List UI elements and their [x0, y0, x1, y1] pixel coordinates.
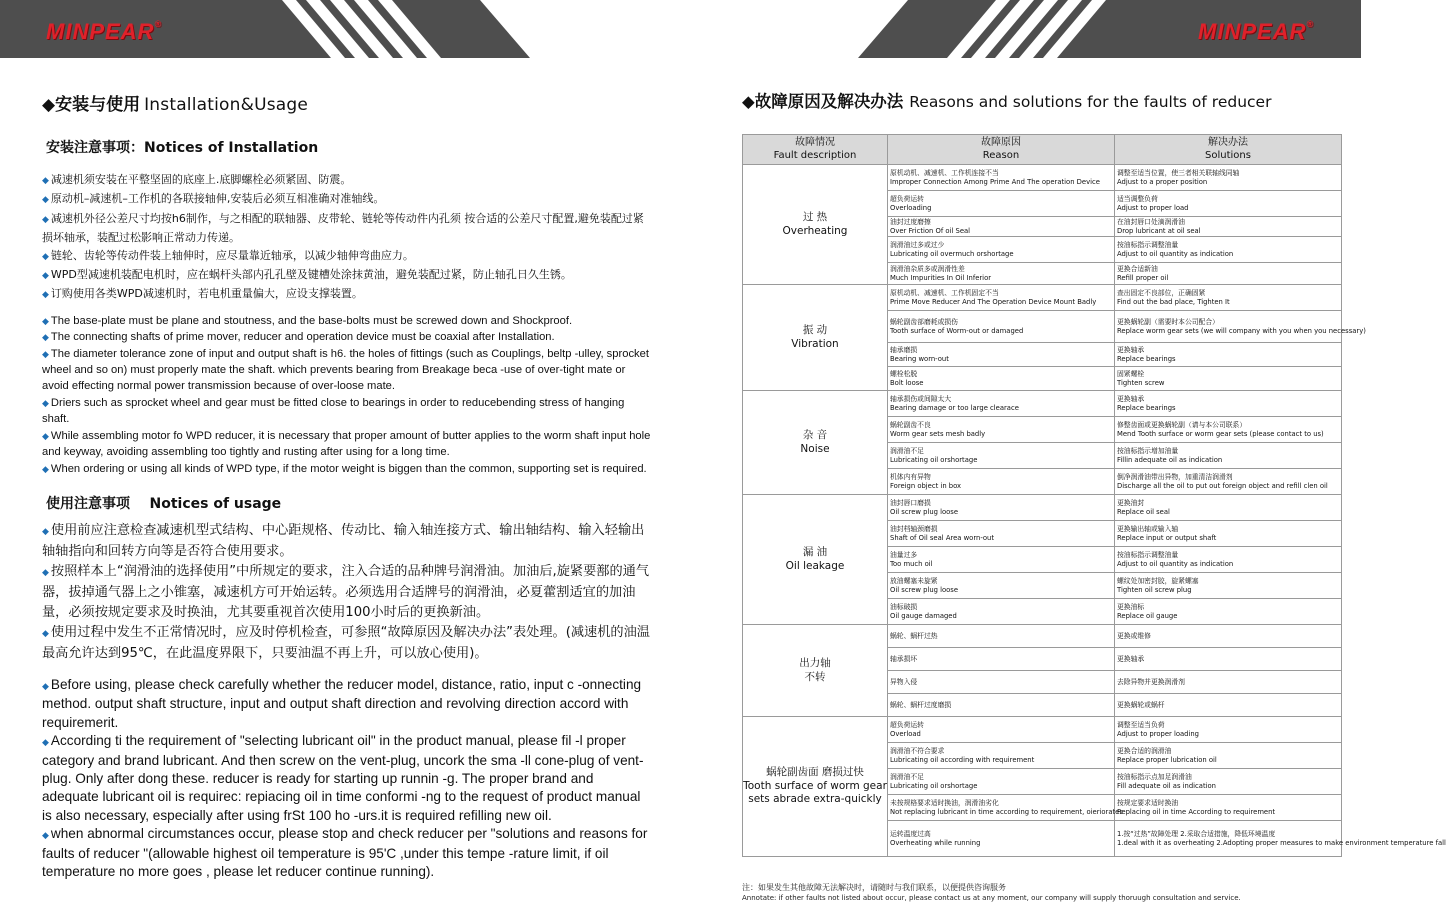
solution-cell [1115, 769, 1342, 795]
solution-cell [1115, 217, 1342, 237]
solution-cell [1115, 599, 1342, 625]
installation-usage-section [42, 90, 652, 881]
solution-zh: 更换油标 [1117, 603, 1145, 612]
solution-zh: 查出固定不良部位，正确固紧 [1117, 289, 1206, 298]
solution-en: Replace input or output shaft [1117, 533, 1217, 542]
reason-zh: 超负荷运转 [890, 194, 924, 203]
solution-en: Discharge all the oil to put out foreign object and refill clen oil [1117, 481, 1328, 490]
reason-zh: 油封档轴颈磨损 [890, 525, 938, 534]
reason-zh: 油标破损 [890, 603, 918, 612]
reason-cell [888, 367, 1115, 391]
solution-en: Replace oil seal [1117, 507, 1170, 516]
reason-en: Bolt loose [890, 378, 924, 387]
bullet-icon: ◆ [42, 680, 49, 691]
fault-description-cell [743, 495, 888, 625]
list-item: ◆ When ordering or using all kinds of WPD type, if the motor weight is biggen than the common, supporting set is required. [42, 462, 647, 475]
solution-cell [1115, 694, 1342, 717]
list-item: ◆ 链轮、齿轮等传动件装上轴伸时，应尽量靠近轴承，以减少轴伸弯曲应力。 [42, 248, 414, 262]
header-fault-description: 故障情况 Fault description [743, 135, 888, 165]
bullet-icon: ◆ [42, 315, 49, 326]
reason-en: Worm gear sets mesh badly [890, 429, 986, 438]
solution-zh: 适当调整负荷 [1117, 194, 1158, 203]
footnote-zh: 注：如果发生其他故障无法解决时，请随时与我们联系，以便提供咨询服务 [742, 883, 1006, 892]
bullet-icon: ◆ [42, 430, 49, 441]
solution-zh: 固紧螺栓 [1117, 370, 1145, 379]
bullet-icon: ◆ [42, 332, 49, 343]
solution-zh: 更换轴承 [1117, 395, 1145, 404]
table-row [743, 625, 1342, 648]
reason-zh: 蜗轮、蜗杆过度磨损 [890, 700, 952, 709]
reason-zh: 运转温度过高 [890, 830, 931, 839]
solution-zh: 更换或维修 [1117, 631, 1151, 640]
solution-cell [1115, 343, 1342, 367]
reason-cell [888, 547, 1115, 573]
solution-cell [1115, 795, 1342, 821]
solution-zh: 倒净润滑油带出异物，加重清洁润滑剂 [1117, 473, 1233, 482]
solution-en: Adjust to proper loading [1117, 729, 1199, 738]
bullet-icon: ◆ [42, 176, 49, 186]
solution-en: Tighten screw [1117, 378, 1165, 387]
header-solutions: 解决办法 Solutions [1115, 135, 1342, 165]
bullet-icon: ◆ [42, 290, 49, 301]
reason-cell [888, 165, 1115, 191]
solution-zh: 按规定要求适时换油 [1117, 799, 1179, 808]
reason-cell [888, 573, 1115, 599]
bullet-icon: ◆ [42, 195, 49, 206]
solution-en: Fill adequate oil as indication [1117, 781, 1216, 790]
solution-cell [1115, 743, 1342, 769]
solution-en: Replace oil gauge [1117, 611, 1178, 620]
bullet-icon: ◆ [42, 397, 49, 408]
list-item: ◆ WPD型减速机装配电机时，应在蜗杆头部内孔孔壁及键槽处涂抹黄油，避免装配过紧，防止轴孔日久生锈。 [42, 268, 572, 282]
reason-cell [888, 521, 1115, 547]
list-item: ◆ 订购使用各类WPD减速机时，若电机重量偏大，应设支撑装置。 [42, 287, 363, 301]
list-item: ◆ While assembling motor fo WPD reducer, it is necessary that proper amount of butter applies to the worm shaft input hole and keyway, avoiding assembling too tightly and rusting after using for a long time. [42, 429, 651, 459]
solution-cell [1115, 648, 1342, 671]
reason-zh: 润滑油过多或过少 [890, 241, 945, 250]
faults-title-en: Reasons and solutions for the faults of reducer [909, 93, 1272, 111]
reason-en: Oil screw plug loose [890, 507, 959, 516]
solution-zh: 按油标指示调整油量 [1117, 241, 1179, 250]
reason-cell [888, 625, 1115, 648]
reason-zh: 超负荷运转 [890, 721, 924, 730]
reason-zh: 螺栓松脱 [890, 370, 918, 379]
solution-zh: 按油标指示增加油量 [1117, 447, 1179, 456]
solution-cell [1115, 391, 1342, 417]
fault-name-en: Vibration [791, 337, 839, 350]
bullet-icon: ◆ [42, 526, 49, 537]
solution-cell [1115, 573, 1342, 599]
faults-title [742, 88, 1342, 112]
reason-en: Bearing worn-out [890, 354, 949, 363]
reason-cell [888, 743, 1115, 769]
faults-title-zh: ◆故障原因及解决办法 [742, 92, 904, 111]
table-row [743, 391, 1342, 417]
fault-name-en: Tooth surface of worm gear sets abrade extra-quickly [743, 779, 887, 806]
solution-cell [1115, 469, 1342, 495]
bullet-icon: ◆ [42, 737, 49, 748]
reason-en: Not replacing lubricant in time according to requirement, oieriorates [890, 807, 1123, 816]
solution-cell [1115, 717, 1342, 743]
fault-name-en: 不转 [804, 670, 826, 683]
brand-logo-left: MINPEAR® [46, 18, 163, 44]
reason-en: Prime Move Reducer And The Operation Device Mount Badly [890, 297, 1097, 306]
fault-name-zh: 振 动 [802, 324, 828, 337]
solution-cell [1115, 521, 1342, 547]
table-row [743, 717, 1342, 743]
reason-en: Bearing damage or too large clearace [890, 403, 1019, 412]
solution-zh: 调整至适当位置，使三者相关联轴线同轴 [1117, 168, 1240, 177]
usage-en-list [42, 676, 652, 881]
reason-cell [888, 237, 1115, 263]
table-row [743, 285, 1342, 311]
fault-name-zh: 过 热 [802, 211, 828, 224]
install-en-list [42, 313, 652, 477]
solution-zh: 修整齿面或更换蜗轮副（请与本公司联系） [1117, 421, 1247, 430]
solution-zh: 更换合适新油 [1117, 265, 1158, 274]
install-notices-title [46, 137, 652, 157]
fault-description-cell [743, 285, 888, 391]
solution-zh: 更换蜗轮或蜗杆 [1117, 700, 1165, 709]
reason-cell [888, 671, 1115, 694]
faults-section [742, 88, 1342, 112]
reason-cell [888, 599, 1115, 625]
bullet-icon: ◆ [42, 251, 49, 262]
bullet-icon: ◆ [42, 463, 49, 474]
solution-cell [1115, 237, 1342, 263]
bullet-icon: ◆ [42, 271, 49, 282]
solution-zh: 按油标指示调整油量 [1117, 551, 1179, 560]
reason-cell [888, 795, 1123, 821]
fault-table [742, 134, 1446, 857]
reason-zh: 轴承损伤或间隙太大 [890, 395, 952, 404]
solution-en: Refill proper oil [1117, 273, 1169, 282]
fault-description-cell [743, 165, 888, 285]
reason-zh: 润滑油杂质多或润滑性差 [890, 265, 965, 274]
reason-zh: 轴承损坏 [890, 654, 918, 663]
reason-zh: 异物入侵 [890, 677, 918, 686]
solution-en: Replace worm gear sets (we will company with you when you necessary) [1117, 326, 1366, 335]
list-item: ◆ 使用前应注意检查减速机型式结构、中心距规格、传动比、输入轴连接方式、输出轴结构、输入轻输出轴轴指向和回转方向等是否符合使用要求。 [42, 522, 645, 559]
fault-description-cell [743, 625, 888, 717]
list-item: ◆ 减速机须安装在平整坚固的底座上.底脚螺栓必须紧固、防震。 [42, 173, 352, 186]
solution-en: Tighten oil screw plug [1117, 585, 1192, 594]
table-row [743, 495, 1342, 521]
fault-name-en: Oil leakage [785, 559, 845, 572]
reason-zh: 油封唇口磨损 [890, 499, 931, 508]
list-item: ◆ 减速机外径公差尺寸均按h6制作，与之相配的联轴器、皮带轮、链轮等传动件内孔须 按合适的公差尺寸配置,避免装配过紧损坏轴承，装配过松影响正常动力传递。 [42, 211, 644, 245]
reason-zh: 放油螺塞未旋紧 [890, 577, 938, 586]
list-item: ◆ 按照样本上“润滑油的选择使用”中所规定的要求，注入合适的品种牌号润滑油。加油后,旋紧要鄯的通气器，拔掉通气器上之小锥塞，减速机方可开始运转。必须选用合适牌号的润滑油，必夏藿割适宜的加油量，必须按规定要求及时换油，尤其要重视首次使用100小时后的更换新油。 [42, 563, 650, 620]
solution-zh: 更换蜗轮副（需要时本公司配合） [1117, 318, 1219, 327]
solution-zh: 去除异物并更换润滑剂 [1117, 677, 1185, 686]
solution-en: Adjust to a proper position [1117, 177, 1208, 186]
solution-cell [1115, 367, 1342, 391]
solution-cell [1115, 443, 1342, 469]
solution-cell [1115, 671, 1342, 694]
table-footnote [742, 883, 1241, 903]
solution-en: Find out the bad place, Tighten It [1117, 297, 1230, 306]
fault-description-cell [743, 391, 888, 495]
bullet-icon: ◆ [42, 567, 49, 578]
solution-en: Mend Tooth surface or worm gear sets (please contact to us) [1117, 429, 1324, 438]
list-item: ◆ 原动机–减速机–工作机的各联接轴伸,安装后必须互相准确对准轴线。 [42, 192, 385, 206]
solution-cell [1115, 495, 1342, 521]
reason-cell [888, 191, 1115, 217]
reason-zh: 油封过度磨擦 [890, 218, 931, 226]
solution-en: Adjust to proper load [1117, 203, 1189, 212]
reason-cell [888, 311, 1115, 343]
reason-cell [888, 285, 1115, 311]
install-title-en: Notices of Installation [144, 140, 319, 156]
solution-zh: 更换轴承 [1117, 654, 1145, 663]
solution-en: Replace bearings [1117, 354, 1176, 363]
solution-en: 1.deal with it as overheating 2.Adopting proper measures to make environment temperature fall [1117, 838, 1446, 847]
reason-en: Foreign object in box [890, 481, 962, 490]
solution-cell [1115, 311, 1366, 343]
section-title-zh: ◆安装与使用 [42, 95, 141, 115]
solution-zh: 更换输出轴或输入轴 [1117, 525, 1179, 534]
solution-en: Replace bearings [1117, 403, 1176, 412]
solution-cell [1115, 417, 1342, 443]
list-item: ◆ Before using, please check carefully whether the reducer model, distance, ratio, input c -onnecting method. output shaft structure, input and output shaft direction and revolving direction accord with requiremerit. [42, 676, 642, 730]
reason-cell [888, 821, 1115, 857]
reason-zh: 原机动机、减速机、工作机连接不当 [890, 168, 999, 177]
fault-name-zh: 出力轴 [799, 657, 831, 670]
reason-zh: 润滑油不足 [890, 773, 924, 782]
solution-en: Replace proper lubrication oil [1117, 755, 1217, 764]
reason-zh: 轴承磨损 [890, 346, 918, 355]
solution-zh: 按油标指示点加足润滑油 [1117, 773, 1192, 782]
reason-en: Tooth surface of Worm-out or damaged [890, 326, 1024, 335]
reason-cell [888, 495, 1115, 521]
solution-cell [1115, 191, 1342, 217]
reason-zh: 润滑油不足 [890, 447, 924, 456]
reason-cell [888, 469, 1115, 495]
header-reason: 故障原因 Reason [888, 135, 1115, 165]
table-row [743, 165, 1342, 191]
solution-cell [1115, 285, 1342, 311]
solution-cell [1115, 165, 1342, 191]
reason-zh: 未按规格要求适时换油，润滑油劣化 [890, 799, 999, 808]
list-item: ◆ The diameter tolerance zone of input and output shaft is h6. the holes of fittings (such as Couplings, beltp -ulley, sprocket wheel and so on) must properly mate the shaft. which prevents bearing from Breakage beca -use of over-tight mate or avoid effecting normal power transmission because of over-loose mate. [42, 347, 649, 393]
reason-en: Lubricating oil overmuch orshortage [890, 249, 1014, 258]
solution-zh: 1.按“过热”故障处理 2.采取合适措施，降低环境温度 [1117, 830, 1276, 839]
reason-cell [888, 648, 1115, 671]
fault-name-en: Overheating [782, 224, 848, 237]
table-header-row [743, 135, 1342, 165]
list-item: ◆ According ti the requirement of "selecting lubricant oil" in the product manual, please fil -l proper category and brand lubricant. And then screw on the vent-plug, uncork the sma -ll cone-plug of vent-plug. Only after dong these. reducer is ready for starting up runnin -g. The proper brand and adequate lubricant oil is requirec: repiacing oil in time conformi -ng to the request of product manual is also necessary, especially after using frSt 100 ho -urs.it is required refilling new oil. [42, 733, 644, 823]
solution-cell [1115, 263, 1342, 285]
reason-en: Over Friction Of oil Seal [890, 226, 971, 235]
reason-cell [888, 717, 1115, 743]
solution-zh: 螺纹处加密封胶，旋紧螺塞 [1117, 577, 1199, 586]
solution-zh: 在油封唇口处滴润滑油 [1117, 218, 1185, 226]
reason-zh: 原机动机、减速机、工作机固定不当 [890, 289, 999, 298]
install-zh-list [42, 171, 652, 305]
reason-en: Overloading [890, 203, 932, 212]
usage-notices-title [46, 493, 652, 513]
reason-en: Improper Connection Among Prime And The operation Device [890, 177, 1100, 186]
reason-cell [888, 217, 1115, 237]
reason-en: Much Impurities In Oil Inferior [890, 273, 992, 282]
reason-en: Overheating while running [890, 838, 981, 847]
solution-cell [1115, 547, 1342, 573]
reason-en: Overload [890, 729, 921, 738]
brand-logo-right: MINPEAR® [1198, 18, 1315, 44]
reason-cell [888, 443, 1115, 469]
fault-name-zh: 蜗轮副齿面 磨损过快 [766, 766, 864, 779]
reason-cell [888, 694, 1115, 717]
bullet-icon: ◆ [42, 830, 49, 841]
reason-zh: 机体内有异物 [890, 473, 931, 482]
solution-zh: 更换轴承 [1117, 346, 1145, 355]
list-item: ◆ 使用过程中发生不正常情况时，应及时停机检查，可参照“故障原因及解决办法”表处理。(减速机的油温最高允许达到95℃，在此温度界限下，只要油温不再上升，可以放心使用)。 [42, 624, 650, 661]
reason-cell [888, 417, 1115, 443]
reason-zh: 蜗轮、蜗杆过热 [890, 631, 938, 640]
reason-zh: 润滑油不符合要求 [890, 747, 945, 756]
solution-en: Fillin adequate oil as indication [1117, 455, 1223, 464]
fault-name-zh: 漏 油 [802, 546, 828, 559]
reason-zh: 蜗轮副齿不良 [890, 421, 931, 430]
reason-cell [888, 391, 1115, 417]
reason-en: Lubricating oil orshortage [890, 781, 978, 790]
usage-title-zh: 使用注意事项 [46, 495, 130, 512]
fault-description-cell [743, 717, 888, 857]
reason-en: Oil gauge damaged [890, 611, 957, 620]
reason-cell [888, 769, 1115, 795]
usage-title-en: Notices of usage [149, 495, 282, 512]
reason-en: Lubricating oil according with requirement [890, 755, 1035, 764]
footnote-en: Annotate: if other faults not listed about occur, please contact us at any moment, our company will supply thoruugh consultation and service. [742, 894, 1241, 902]
reason-en: Lubricating oil orshortage [890, 455, 978, 464]
list-item: ◆ Driers such as sprocket wheel and gear must be fitted close to bearings in order to reducebending stress of hanging shaft. [42, 396, 625, 426]
list-item: ◆ when abnormal circumstances occur, please stop and check reducer per "solutions and reasons for faults of reducer "(allowable highest oil temperature is 95'C ,under this tempe -rature limit, if oil temperature no more goes , please let reducer continue running). [42, 826, 648, 879]
solution-cell [1115, 821, 1446, 857]
reason-en: Shaft of Oil seal Area worn-out [890, 533, 995, 542]
reason-cell [888, 263, 1115, 285]
list-item: ◆ The connecting shafts of prime mover, reducer and operation device must be coaxial after Installation. [42, 331, 555, 344]
solution-en: Adjust to oil quantity as indication [1117, 559, 1234, 568]
install-title-zh: 安装注意事项： [46, 140, 144, 156]
list-item: ◆ The base-plate must be plane and stoutness, and the base-bolts must be screwed down and Shockproof. [42, 314, 573, 327]
reason-zh: 油量过多 [890, 551, 918, 560]
usage-zh-list [42, 521, 652, 664]
solution-zh: 调整至适当负荷 [1117, 721, 1165, 730]
section-title [42, 90, 652, 115]
fault-name-en: Noise [800, 442, 830, 455]
fault-name-zh: 杂 音 [802, 429, 828, 442]
bullet-icon: ◆ [42, 348, 49, 359]
reason-en: Oil screw plug loose [890, 585, 959, 594]
bullet-icon: ◆ [42, 214, 49, 225]
solution-cell [1115, 625, 1342, 648]
reason-en: Too much oil [890, 559, 933, 568]
solution-zh: 更换油封 [1117, 499, 1145, 508]
bullet-icon: ◆ [42, 628, 49, 639]
solution-en: Adjust to oil quantity as indication [1117, 249, 1234, 258]
section-title-en: Installation&Usage [144, 95, 309, 115]
solution-en: Replacing oil in time According to requirement [1117, 807, 1276, 816]
solution-en: Drop lubricant at oil seal [1117, 226, 1201, 235]
reason-zh: 蜗轮副齿部磨耗或损伤 [890, 318, 958, 327]
solution-zh: 更换合适的润滑油 [1117, 747, 1172, 756]
reason-cell [888, 343, 1115, 367]
fault-table-body [743, 165, 1446, 857]
